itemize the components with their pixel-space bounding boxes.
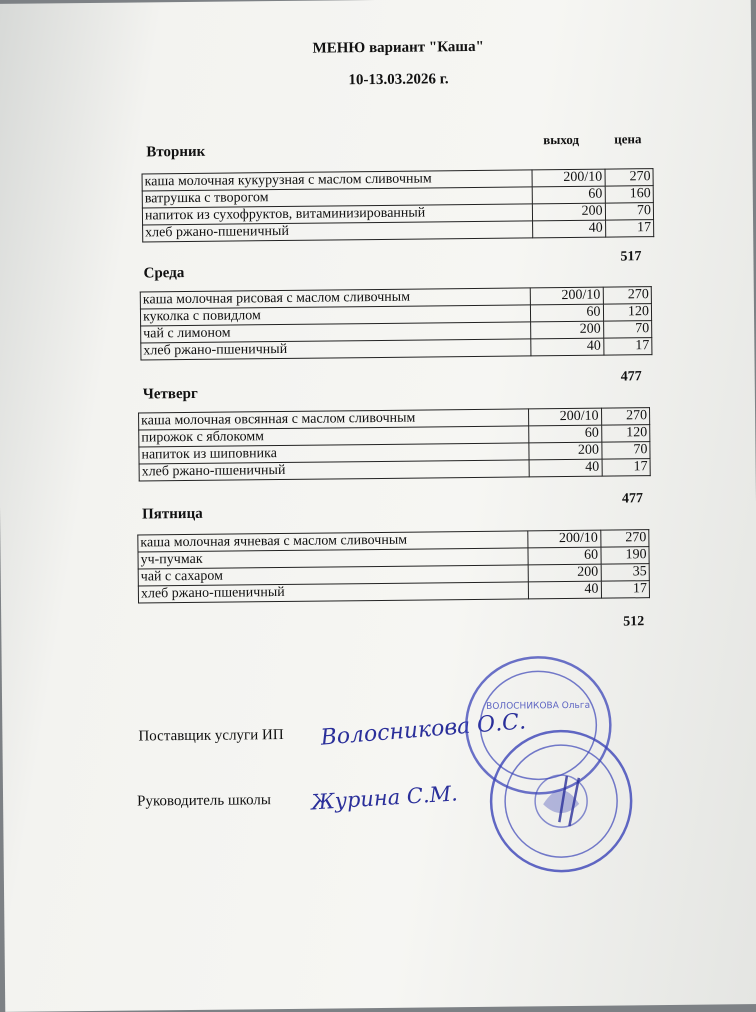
dish-output: 200 <box>529 442 601 460</box>
dish-name: каша молочная овсянная с маслом сливочным <box>139 409 529 430</box>
supplier-signature: Волосникова О.С. <box>319 709 527 751</box>
dish-output: 200 <box>528 564 601 582</box>
dish-name: чай с сахаром <box>138 565 528 586</box>
dish-price: 17 <box>605 220 654 238</box>
director-signature: Журина С.М. <box>310 781 459 815</box>
dish-name: хлеб ржано-пшеничный <box>141 339 531 360</box>
menu-table <box>138 407 651 481</box>
dish-output: 200/10 <box>530 287 602 305</box>
column-header-price: цена <box>614 131 642 147</box>
dish-price: 17 <box>601 581 650 599</box>
dish-name: напиток из сухофруктов, витаминизированный <box>142 204 533 225</box>
day-total: 477 <box>621 491 644 507</box>
dish-output: 200 <box>533 203 605 221</box>
day-heading: Вторник <box>146 143 206 161</box>
director-label: Руководитель школы <box>137 792 271 810</box>
menu-table <box>137 529 650 603</box>
day-total: 512 <box>623 614 645 630</box>
day-total: 477 <box>620 369 642 385</box>
dish-name: чай с лимоном <box>141 322 531 343</box>
school-stamp <box>480 725 642 877</box>
dish-price: 270 <box>605 169 654 187</box>
dish-price: 70 <box>603 321 652 339</box>
dish-output: 200 <box>531 321 603 339</box>
dish-price: 120 <box>601 425 650 443</box>
dish-price: 70 <box>601 442 650 460</box>
menu-title: МЕНЮ вариант "Каша" <box>312 38 484 57</box>
dish-output: 200/10 <box>529 408 601 426</box>
dish-output: 40 <box>533 220 605 238</box>
dish-name: куколка с повидлом <box>140 305 530 326</box>
dish-price: 17 <box>602 459 651 477</box>
menu-table <box>142 168 655 242</box>
dish-output: 60 <box>533 186 605 204</box>
dish-name: напиток из шиповника <box>139 443 529 464</box>
dish-price: 70 <box>605 203 654 221</box>
dish-price: 35 <box>601 564 650 582</box>
stamp-text: ВОЛОСНИКОВА Ольга <box>486 700 591 712</box>
dish-price: 160 <box>605 186 654 204</box>
dish-price: 270 <box>601 408 650 426</box>
dish-price: 190 <box>600 547 649 565</box>
dish-price: 270 <box>600 530 649 548</box>
dish-output: 60 <box>531 304 603 322</box>
column-header-output: выход <box>543 131 580 148</box>
dish-name: хлеб ржано-пшеничный <box>143 221 534 242</box>
dish-name: каша молочная кукурузная с маслом сливочным <box>142 170 533 191</box>
dish-name: каша молочная ячневая с маслом сливочным <box>138 531 528 552</box>
dish-output: 200/10 <box>528 530 601 548</box>
dish-name: ватрушка с творогом <box>142 187 533 208</box>
menu-dates: 10-13.03.2026 г. <box>348 71 449 89</box>
day-heading: Пятница <box>142 505 203 523</box>
dish-price: 120 <box>603 304 652 322</box>
day-total: 517 <box>620 249 642 265</box>
dish-output: 60 <box>529 425 601 443</box>
dish-output: 60 <box>528 547 601 565</box>
dish-price: 17 <box>603 338 652 356</box>
dish-name: пирожок с яблокомм <box>139 426 529 447</box>
dish-name: хлеб ржано-пшеничный <box>139 460 529 481</box>
dish-output: 40 <box>529 581 602 599</box>
dish-output: 40 <box>531 338 603 356</box>
day-heading: Четверг <box>142 385 198 403</box>
dish-name: уч-пучмак <box>138 548 528 569</box>
menu-table <box>140 286 653 360</box>
dish-output: 40 <box>529 459 601 477</box>
dish-name: каша молочная рисовая с маслом сливочным <box>140 288 530 309</box>
supplier-label: Поставщик услуги ИП <box>138 727 284 745</box>
day-heading: Среда <box>143 265 185 282</box>
dish-price: 270 <box>603 287 652 305</box>
dish-output: 200/10 <box>532 169 604 187</box>
dish-name: хлеб ржано-пшеничный <box>138 582 528 603</box>
